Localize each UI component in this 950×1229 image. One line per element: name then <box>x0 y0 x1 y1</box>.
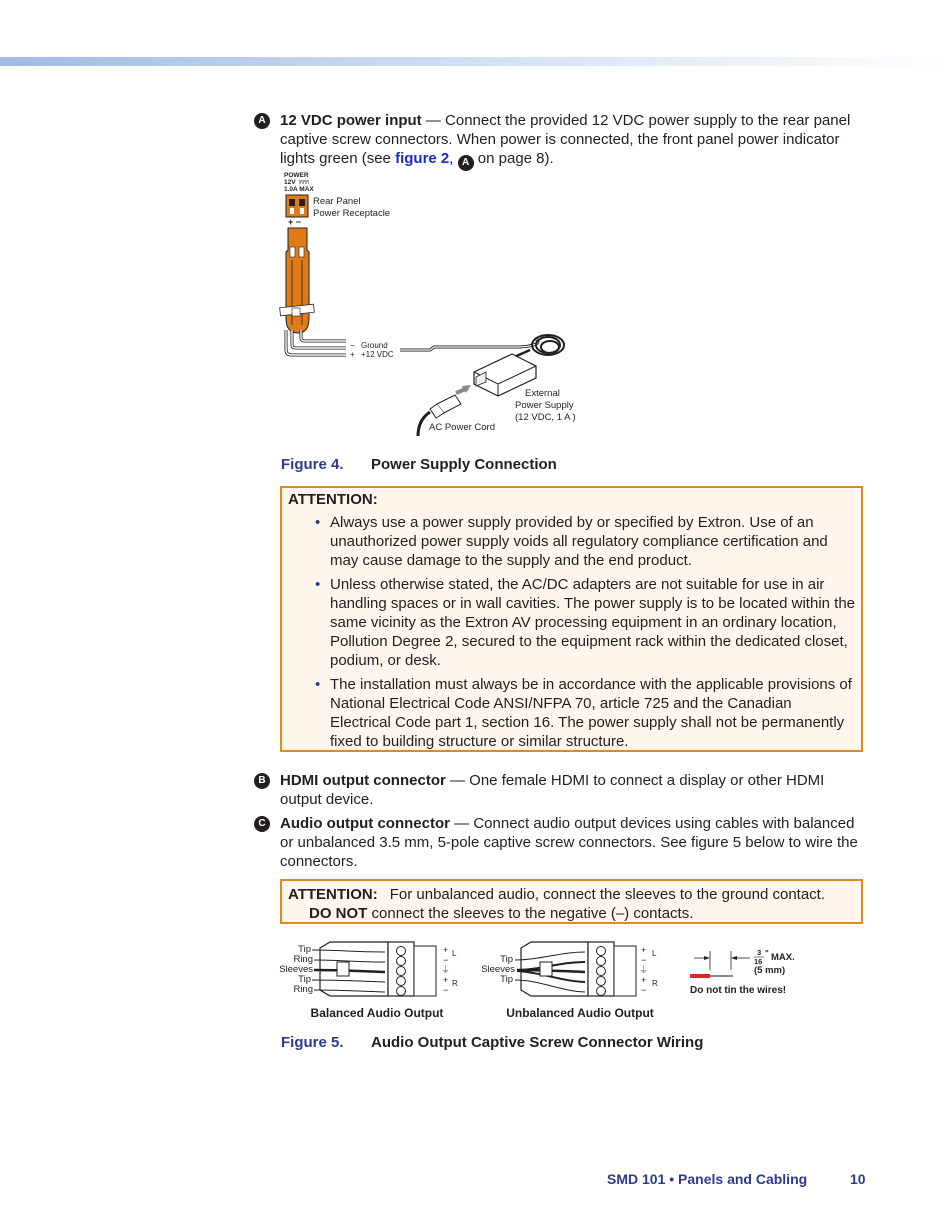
attention-text: For unbalanced audio, connect the sleeves to the ground contact. <box>389 886 826 903</box>
pin-sign: ⏚ <box>639 965 649 975</box>
item-marker-b: B <box>254 773 270 789</box>
vdc-sign: + <box>350 350 355 359</box>
channel-label: L <box>652 949 657 958</box>
wire-label: Tip <box>298 974 311 985</box>
channel-label: R <box>652 979 658 988</box>
pin-sign: − <box>443 985 449 995</box>
wire-label: Sleeves <box>481 964 515 975</box>
figure-4-caption <box>281 456 557 473</box>
pin-sign: − <box>641 985 647 995</box>
attention-box-power <box>280 486 863 752</box>
channel-label: R <box>452 979 458 988</box>
figure-2-link[interactable]: figure 2 <box>395 150 450 167</box>
fraction-denominator: 16 <box>754 957 763 966</box>
item-body: One female HDMI to connect a display or other HDMI output device. <box>280 772 825 808</box>
wire-label: Tip <box>500 954 513 965</box>
unbalanced-caption: Unbalanced Audio Output <box>506 1006 654 1020</box>
channel-label: L <box>452 949 457 958</box>
header-gradient-bar <box>0 57 950 66</box>
dash: — <box>445 772 470 789</box>
figure-5-caption <box>281 1034 703 1051</box>
attention-bold: DO NOT <box>309 905 368 922</box>
dash: — <box>449 815 474 832</box>
supply-label: (12 VDC, 1 A ) <box>515 412 576 423</box>
item-power-input <box>254 111 868 171</box>
item-hdmi-output <box>254 771 868 809</box>
wire-label: Ring <box>293 954 313 965</box>
power-label: POWER <box>284 172 309 179</box>
figure-number: Figure 5. <box>281 1034 344 1051</box>
bullet: • <box>315 676 321 693</box>
item-marker-c: C <box>254 816 270 832</box>
power-label: 1.0A MAX <box>284 186 314 193</box>
supply-label: External <box>525 388 560 399</box>
footer-page-number: 10 <box>850 1171 866 1187</box>
attention-item <box>288 575 855 670</box>
power-label: 12V <box>284 179 296 186</box>
audio-wiring-diagram <box>275 938 805 1024</box>
supply-label: Power Supply <box>515 400 574 411</box>
pin-sign: ⏚ <box>441 965 451 975</box>
fraction-unit: " <box>765 949 769 958</box>
footer-title: SMD 101 • Panels and Cabling <box>607 1171 808 1187</box>
pin-sign: + <box>641 945 647 955</box>
pin-sign: + <box>443 945 449 955</box>
balanced-caption: Balanced Audio Output <box>310 1006 444 1020</box>
item-body: Connect audio output devices using cables with balanced or unbalanced 3.5 mm, 5-pole captive screw connectors. See figure 5 below to wire the connectors. <box>280 815 858 870</box>
pin-sign: + <box>443 975 449 985</box>
ground-label: Ground <box>361 341 388 350</box>
pin-sign: + <box>641 975 647 985</box>
attention-box-audio <box>280 879 863 924</box>
wire-label: Tip <box>298 944 311 955</box>
no-tin-warning: Do not tin the wires! <box>690 985 787 996</box>
receptacle-label: Rear Panel <box>313 196 361 207</box>
item-hdmi-output-text <box>280 771 868 809</box>
item-audio-output <box>254 814 868 871</box>
vdc-label: +12 VDC <box>361 350 394 359</box>
fraction-numerator: 3 <box>757 948 762 957</box>
receptacle-polarity: + − <box>288 217 302 227</box>
item-body: , <box>449 150 458 167</box>
mm-label: (5 mm) <box>754 965 786 976</box>
wire-label: Tip <box>500 974 513 985</box>
item-marker-a: A <box>254 113 270 129</box>
bullet: • <box>315 514 321 531</box>
attention-line-1 <box>288 885 855 904</box>
attention-text: Unless otherwise stated, the AC/DC adapters are not suitable for use in air handling spaces or in wall cavities. The power supply is to be located within the same vicinity as the Extron AV processing equipment in an ordinary location, Pollution Degree 2, secured to the equipment rack within the dedicated closet, podium, or desk. <box>330 576 856 669</box>
attention-item <box>288 513 855 570</box>
figure-title: Audio Output Captive Screw Connector Wiring <box>371 1034 704 1051</box>
inline-marker-a: A <box>458 155 474 171</box>
dash: — <box>421 112 446 129</box>
attention-line-2 <box>288 904 855 923</box>
balanced-connector <box>279 942 458 996</box>
power-supply-diagram <box>270 168 600 443</box>
pin-sign: − <box>641 955 647 965</box>
item-title: HDMI output connector <box>280 772 446 789</box>
item-title: 12 VDC power input <box>280 112 422 129</box>
item-body: Connect the provided 12 VDC power supply to the rear panel captive screw connectors. When power is connected, the front panel power indicator lights green (see <box>280 112 851 167</box>
attention-text: The installation must always be in accordance with the applicable provisions of National Electrical Code ANSI/NFPA 70, article 725 and the Canadian Electrical Code part 1, section 16. The power supply shall not be permanently fixed to building structure or similar structure. <box>330 676 852 750</box>
receptacle-label: Power Receptacle <box>313 208 391 219</box>
attention-list <box>288 513 855 751</box>
attention-item <box>288 675 855 751</box>
pin-sign: − <box>443 955 449 965</box>
max-label: MAX. <box>771 952 795 963</box>
item-power-input-text <box>280 111 868 171</box>
ac-cord-label: AC Power Cord <box>429 422 495 433</box>
wire-label: Sleeves <box>279 964 313 975</box>
captive-screw-plug <box>286 228 309 333</box>
attention-title: ATTENTION: <box>288 491 378 508</box>
figure-title: Power Supply Connection <box>371 456 557 473</box>
wire-label: Ring <box>293 984 313 995</box>
item-body: on page 8). <box>473 150 554 167</box>
ground-sign: − <box>350 341 355 350</box>
item-audio-output-text <box>280 814 868 871</box>
item-title: Audio output connector <box>280 815 450 832</box>
attention-title: ATTENTION: <box>288 886 378 903</box>
figure-number: Figure 4. <box>281 456 344 473</box>
attention-text: connect the sleeves to the negative (–) contacts. <box>367 905 694 922</box>
unbalanced-connector <box>481 942 658 996</box>
strip-length-detail <box>690 948 795 996</box>
bullet: • <box>315 576 321 593</box>
attention-text: Always use a power supply provided by or specified by Extron. Use of an unauthorized power supply voids all regulatory compliance certification and may cause damage to the supply and the end product. <box>330 514 828 569</box>
